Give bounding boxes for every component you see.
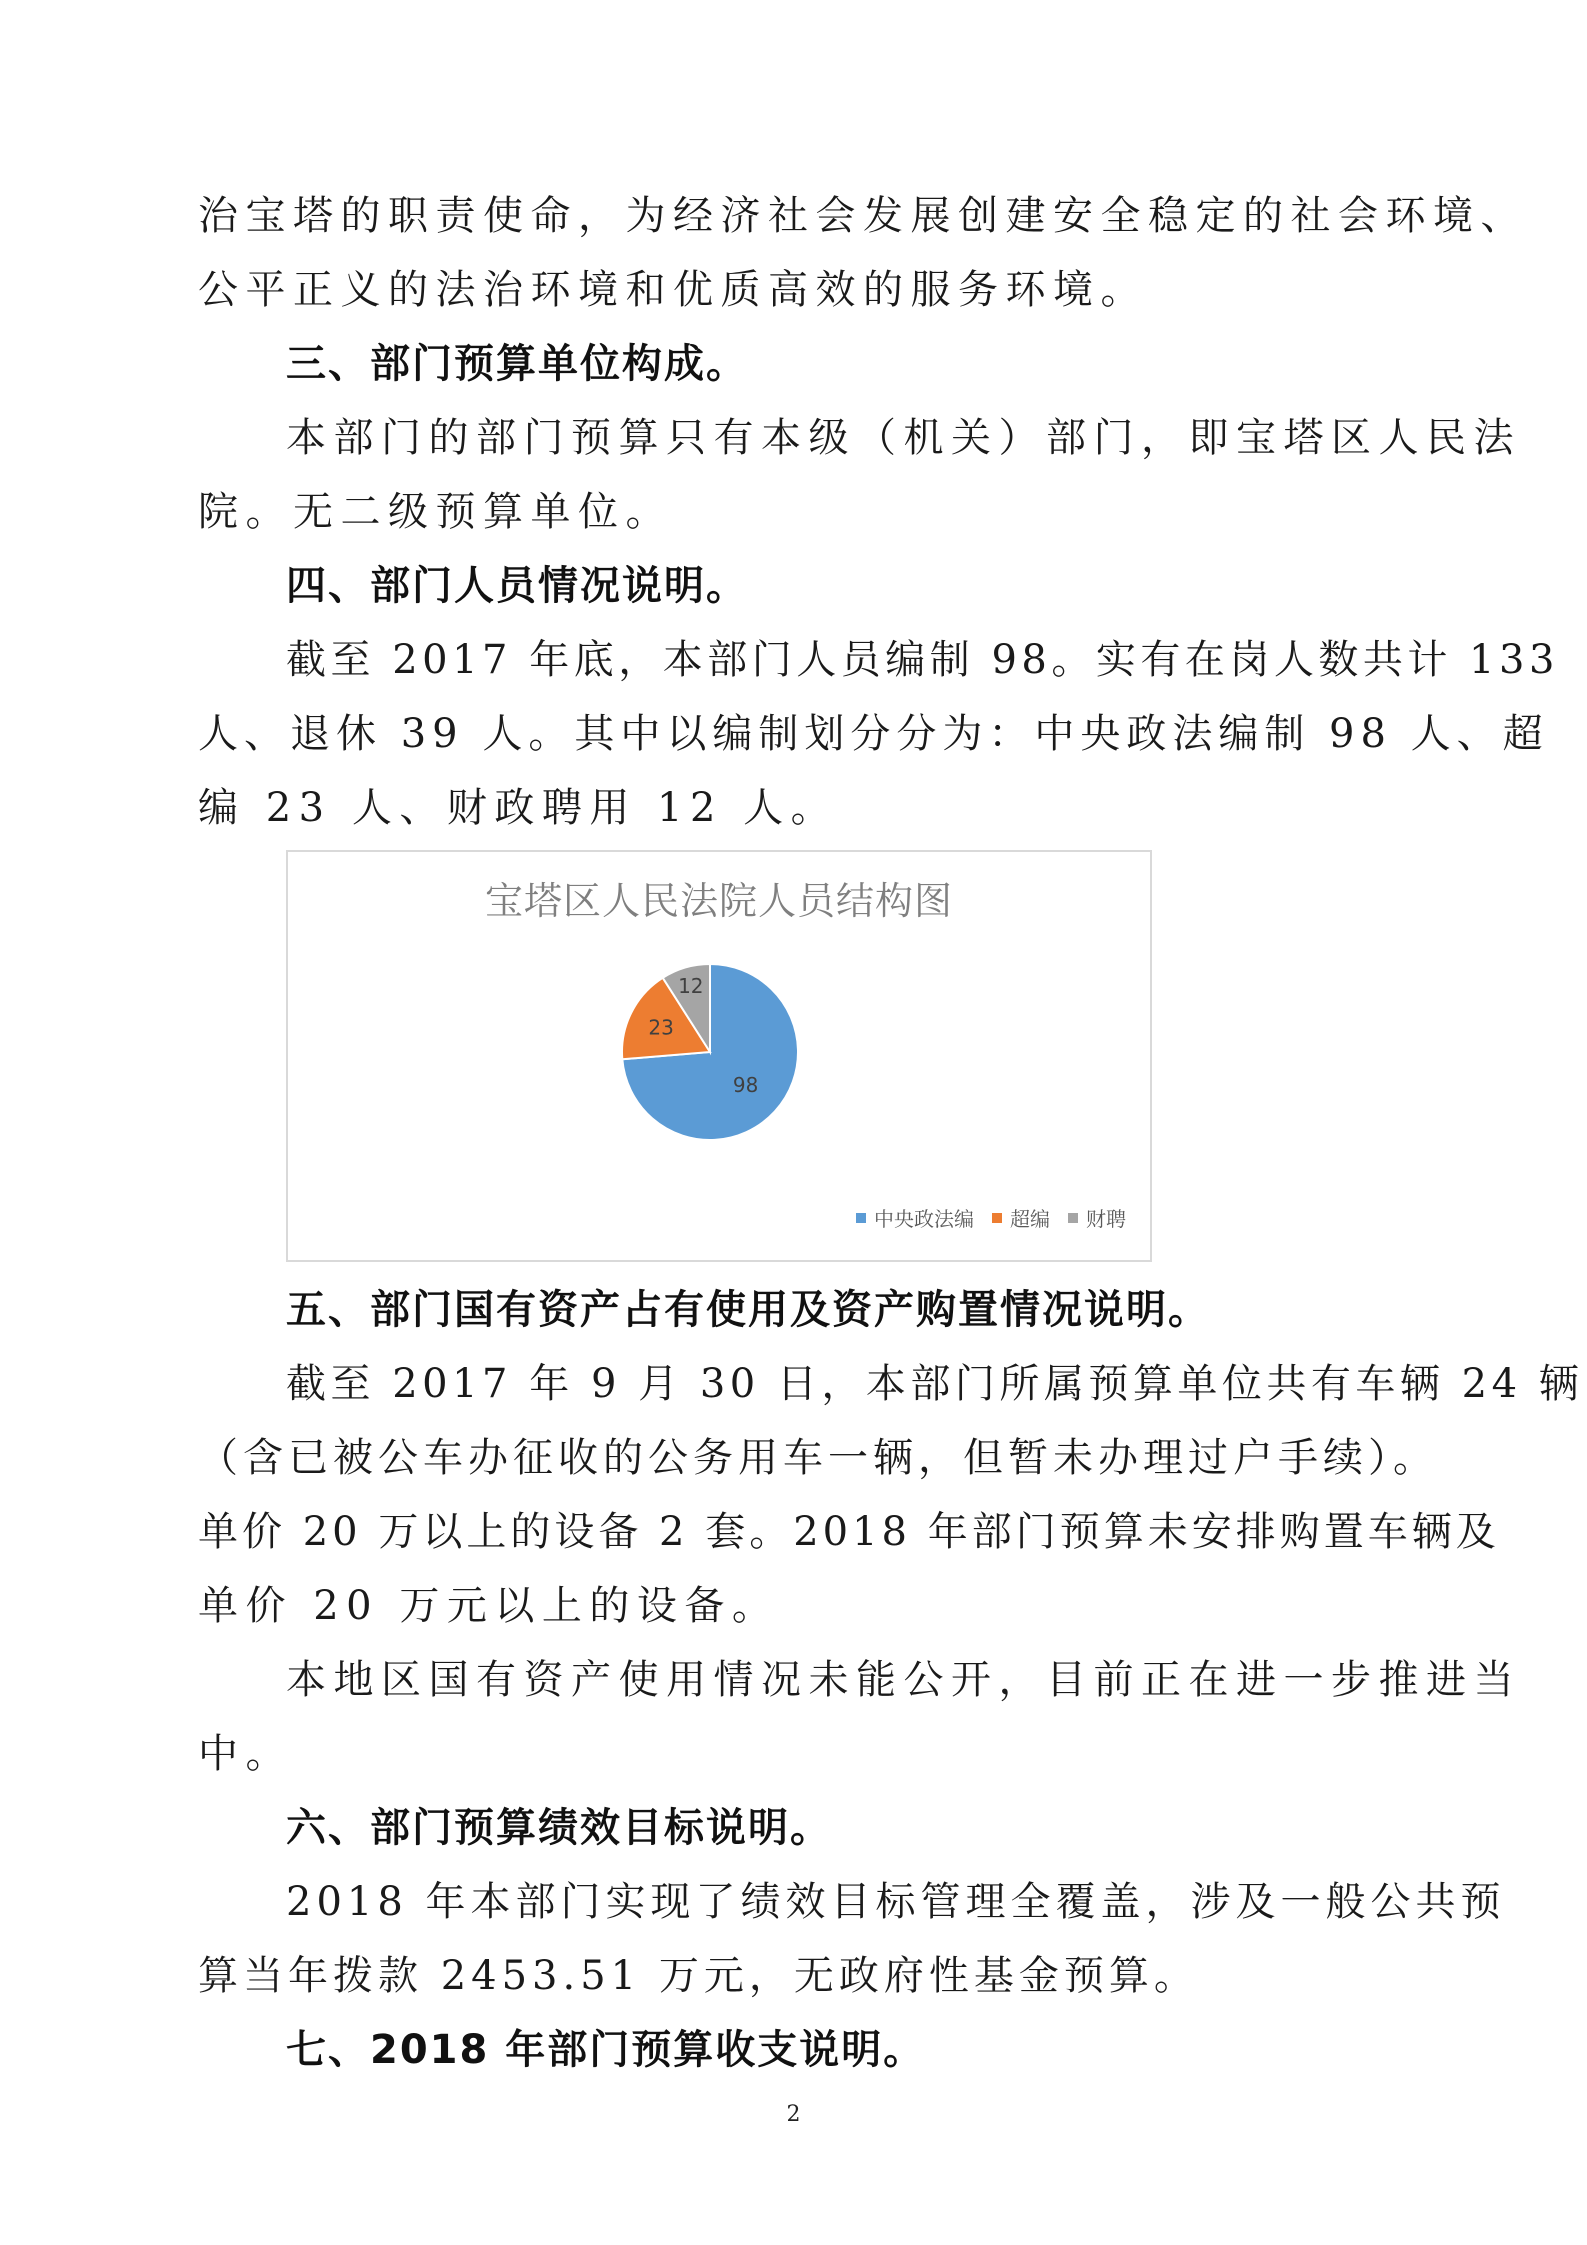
text-line: 中。 [198, 1731, 293, 1777]
text-line: 单价 20 万以上的设备 2 套。2018 年部门预算未安排购置车辆及 [198, 1509, 1500, 1555]
legend-label-central: 中央政法编 [874, 1207, 974, 1231]
text-line: 算当年拨款 2453.51 万元，无政府性基金预算。 [198, 1953, 1199, 1999]
legend-item-contract [1068, 1203, 1126, 1232]
section-heading-5: 五、部门国有资产占有使用及资产购置情况说明。 [286, 1287, 1210, 1333]
text-line: 院。无二级预算单位。 [198, 489, 673, 535]
section-heading-4: 四、部门人员情况说明。 [286, 563, 748, 609]
text-line: 本部门的部门预算只有本级（机关）部门，即宝塔区人民法 [286, 415, 1521, 461]
personnel-pie-chart [286, 850, 1152, 1262]
text-line: 治宝塔的职责使命，为经济社会发展创建安全稳定的社会环境、 [198, 193, 1528, 239]
chart-title: 宝塔区人民法院人员结构图 [484, 879, 953, 923]
chart-legend [856, 1203, 1126, 1232]
section-heading-7: 七、2018 年部门预算收支说明。 [286, 2027, 926, 2073]
pie-label-overstaff: 23 [648, 1015, 674, 1040]
text-line: 截至 2017 年底，本部门人员编制 98。实有在岗人数共计 133 [286, 637, 1559, 683]
section-heading-3: 三、部门预算单位构成。 [286, 341, 748, 387]
text-line: 截至 2017 年 9 月 30 日，本部门所属预算单位共有车辆 24 辆 [286, 1361, 1584, 1407]
pie-label-contract: 12 [678, 974, 704, 999]
page-number: 2 [786, 2102, 801, 2127]
pie-label-central: 98 [732, 1072, 759, 1097]
legend-item-overstaff [992, 1203, 1050, 1232]
text-line: 本地区国有资产使用情况未能公开，目前正在进一步推进当 [286, 1657, 1521, 1703]
pie-svg [288, 852, 1150, 1260]
section-heading-6: 六、部门预算绩效目标说明。 [286, 1805, 832, 1851]
legend-swatch-central [856, 1213, 866, 1223]
legend-label-overstaff: 超编 [1010, 1207, 1050, 1231]
legend-item-central [856, 1203, 974, 1232]
text-line: 公平正义的法治环境和优质高效的服务环境。 [198, 267, 1148, 313]
text-line: （含已被公车办征收的公务用车一辆，但暂未办理过户手续）。 [198, 1435, 1438, 1481]
text-line: 2018 年本部门实现了绩效目标管理全覆盖，涉及一般公共预 [286, 1879, 1506, 1925]
legend-label-contract: 财聘 [1086, 1207, 1126, 1231]
text-line: 单价 20 万元以上的设备。 [198, 1583, 780, 1629]
text-line: 编 23 人、财政聘用 12 人。 [198, 785, 839, 831]
legend-swatch-contract [1068, 1213, 1078, 1223]
text-line: 人、退休 39 人。其中以编制划分分为：中央政法编制 98 人、超 [198, 711, 1549, 757]
legend-swatch-overstaff [992, 1213, 1002, 1223]
